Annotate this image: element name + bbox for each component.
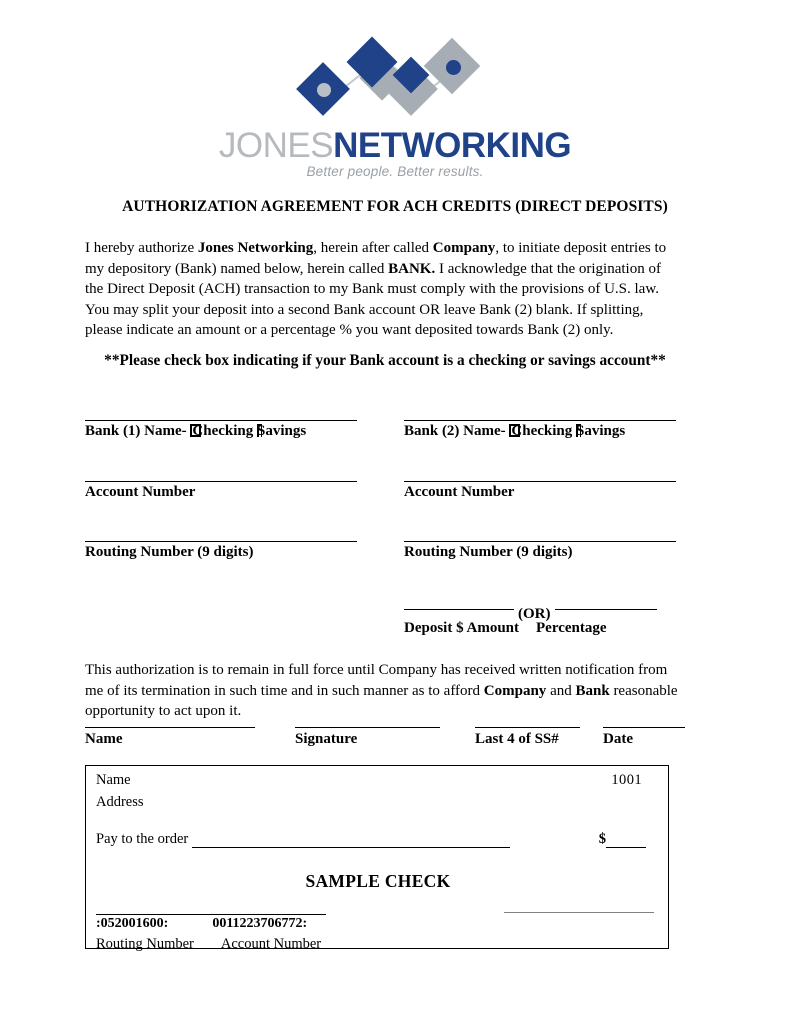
bank2-name-field[interactable] <box>404 420 676 440</box>
authorization-paragraph <box>85 238 682 341</box>
ssn-last4-rule <box>475 727 580 728</box>
percentage-rule[interactable] <box>555 609 657 610</box>
sample-check <box>85 765 669 952</box>
bank2-routing-label: Routing Number (9 digits) <box>404 544 573 560</box>
check-routing-number-label: Routing Number <box>96 936 194 952</box>
bank2-routing-field[interactable] <box>404 541 676 561</box>
date-field[interactable] <box>603 727 685 748</box>
signature-row <box>85 727 685 763</box>
bank1-account-field[interactable] <box>85 481 357 501</box>
bank2-name-rule <box>404 420 676 421</box>
para1-text-1: I hereby authorize <box>85 240 198 256</box>
check-name-label: Name <box>96 772 131 788</box>
date-rule <box>603 727 685 728</box>
bank1-name-field[interactable] <box>85 420 357 440</box>
bank2-account-label: Account Number <box>404 484 515 500</box>
bank1-account-rule <box>85 481 357 482</box>
check-account-number-label: Account Number <box>220 936 322 952</box>
sample-check-title: SAMPLE CHECK <box>305 871 451 891</box>
deposit-split-rules <box>404 601 682 622</box>
company-logo <box>0 42 790 179</box>
checkbox-instruction: **Please check box indicating if your Bank account is a checking or savings account** <box>104 352 666 369</box>
para1-text-3: , to initiate deposit entries to my depository (Bank) named below, herein called <box>85 240 667 277</box>
signer-name-field[interactable] <box>85 727 255 748</box>
termination-paragraph <box>85 660 682 722</box>
check-pay-to-label: Pay to the order <box>96 831 189 847</box>
check-amount-rule <box>606 834 646 848</box>
signer-name-rule <box>85 727 255 728</box>
bank1-account-label: Account Number <box>85 484 196 500</box>
bank1-name-label <box>85 423 357 440</box>
bank2-savings-label: Savings <box>576 423 626 439</box>
or-label: (OR) <box>518 606 551 622</box>
para2-text-1: This authorization is to remain in full force until Company has received written notification from me of its termination in such time and in such manner as to afford <box>85 662 668 699</box>
logo-dot-blue <box>446 60 461 75</box>
para1-bold-bank: BANK. <box>388 260 436 277</box>
check-payee-rule <box>192 834 510 848</box>
bank2-name-label <box>404 423 676 440</box>
para2-bold-bank: Bank <box>575 682 610 699</box>
bank2-checking-checkbox[interactable] <box>509 424 520 437</box>
para1-text-2: , herein after called <box>313 240 433 256</box>
ssn-last4-label: Last 4 of SS# <box>475 731 559 747</box>
deposit-split-row <box>404 601 682 637</box>
para2-text-3: reasonable opportunity to act upon it. <box>85 682 678 720</box>
page-title: AUTHORIZATION AGREEMENT FOR ACH CREDITS (DIRECT DEPOSITS) <box>122 198 668 215</box>
signer-name-label: Name <box>85 731 123 747</box>
deposit-amount-label: Deposit $ Amount <box>404 620 520 636</box>
check-micr-rule <box>96 914 326 915</box>
signature-label: Signature <box>295 731 358 747</box>
signature-rule <box>295 727 440 728</box>
check-routing-micr: :052001600: <box>96 916 169 931</box>
check-account-micr: 0011223706772: <box>212 916 308 931</box>
bank-fields-section <box>0 420 790 640</box>
bank1-checking-label: Checking <box>192 423 254 439</box>
bank1-routing-label: Routing Number (9 digits) <box>85 544 254 560</box>
bank1-routing-field[interactable] <box>85 541 357 561</box>
bank1-routing-rule <box>85 541 357 542</box>
check-micr-labels <box>96 936 321 953</box>
para1-bold-company-name: Jones Networking <box>197 240 314 256</box>
logo-mark-icon <box>280 42 510 126</box>
bank2-savings-checkbox[interactable] <box>576 424 581 437</box>
bank1-name-rule <box>85 420 357 421</box>
logo-tagline: Better people. Better results. <box>306 164 484 179</box>
para2-text-2: and <box>546 682 576 699</box>
check-amount-row <box>599 831 646 848</box>
check-address-label: Address <box>96 794 144 810</box>
logo-wordmark <box>0 128 790 163</box>
percentage-label: Percentage <box>536 620 607 636</box>
logo-wordmark-jones: JONES <box>218 126 334 165</box>
para2-bold-company: Company <box>483 682 547 699</box>
bank1-checking-checkbox[interactable] <box>190 424 201 437</box>
para1-bold-company: Company <box>432 240 496 256</box>
bank1-savings-label: Savings <box>257 423 307 439</box>
check-micr-line <box>96 916 307 932</box>
check-dollar-symbol: $ <box>598 831 606 847</box>
check-signature-rule <box>504 912 654 913</box>
bank2-checking-label: Checking <box>511 423 573 439</box>
bank2-name-text: Bank (2) Name- <box>404 423 506 439</box>
check-number: 1001 <box>611 772 642 788</box>
bank1-name-text: Bank (1) Name- <box>85 423 187 439</box>
deposit-amount-rule[interactable] <box>404 609 514 610</box>
bank1-savings-checkbox[interactable] <box>257 424 262 437</box>
bank2-routing-rule <box>404 541 676 542</box>
signature-field[interactable] <box>295 727 440 748</box>
para1-text-4: I acknowledge that the origination of the Direct Deposit (ACH) transaction to my Bank must comply with the provisions of U.S. law. You may split your deposit into a second Bank account OR leave Bank (2) blank. If splitting, please indicate an amount or a percentage % you want deposited towards Bank (2) only. <box>85 260 661 339</box>
logo-dot-gray <box>317 83 331 97</box>
date-label: Date <box>603 731 633 747</box>
ssn-last4-field[interactable] <box>475 727 580 748</box>
check-pay-to-row <box>96 831 510 848</box>
logo-wordmark-networking: NETWORKING <box>333 126 572 165</box>
bank2-account-rule <box>404 481 676 482</box>
bank2-account-field[interactable] <box>404 481 676 501</box>
